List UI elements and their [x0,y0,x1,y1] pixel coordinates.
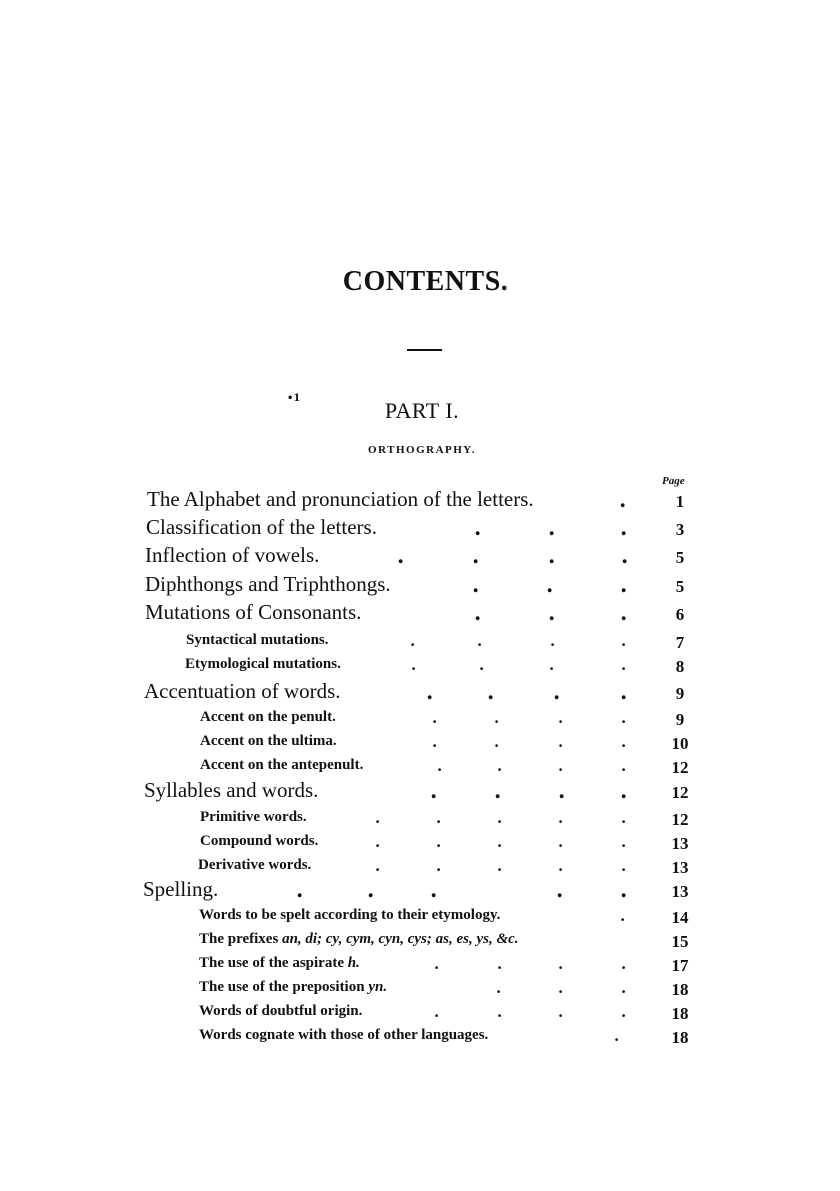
toc-entry-page: 18 [671,980,689,999]
toc-entry-title [199,931,519,948]
toc-entry: The use of the preposition yn. . . . 18 [0,978,840,1002]
toc-entry-title: Words to be spelt according to their etymology. [199,907,501,923]
toc-entry-title: Primitive words. [200,809,307,825]
toc-entry-page: 12 [671,783,689,802]
toc-entry-page: 15 [671,932,689,951]
toc-entry-page: 5 [675,548,685,567]
toc-entry-title: Mutations of Consonants. [145,600,362,624]
toc-entry-title: Etymological mutations. [185,656,341,672]
toc-entry-title: Words cognate with those of other languages. [199,1027,489,1043]
toc-entry-title-plain: The prefixes [199,931,283,947]
toc-entry-title: Diphthongs and Triphthongs. [145,572,391,596]
toc-entry-title-plain: The use of the aspirate [199,955,348,971]
toc-entry-page: 14 [671,908,689,927]
toc-entry-page: 18 [671,1028,689,1047]
toc-entry: Mutations of Consonants. . . . 6 [0,603,840,627]
toc-entry [0,930,840,954]
toc-entry-page: 13 [671,882,689,901]
toc-entry: The Alphabet and pronunciation of the letters. . 1 [0,490,840,514]
toc-entry-title: Accent on the penult. [200,709,336,725]
title-rule [407,349,442,351]
toc-entry-title: Derivative words. [198,857,312,873]
toc-entry-page: 6 [675,605,685,624]
toc-entry-page: 7 [675,633,685,652]
toc-entry-page: 12 [671,810,689,829]
toc-entry-page: 13 [671,858,689,877]
toc-entry-title: Syntactical mutations. [186,632,329,648]
toc-entry: Words to be spelt according to their etymology. . 14 [0,906,840,930]
toc-entry: Compound words. . . . . . 13 [0,832,840,856]
toc-entry-title-plain: The use of the preposition [199,979,369,995]
toc-entry-title [199,955,360,972]
toc-entry-title: Inflection of vowels. [145,543,320,567]
toc-entry-page: 17 [671,956,689,975]
toc-entry-title: The Alphabet and pronunciation of the letters. [147,487,534,511]
part-heading: PART I. [384,398,460,423]
toc-entry-title [199,979,387,996]
toc-entry-title: Words of doubtful origin. [199,1003,363,1019]
toc-entry: Accent on the ultima. . . . . 10 [0,732,840,756]
toc-entry: Diphthongs and Triphthongs. . . . 5 [0,575,840,599]
toc-entry: Derivative words. . . . . . 13 [0,856,840,880]
toc-entry-page: 9 [675,684,685,703]
toc-entry: Accent on the penult. . . . . 9 [0,708,840,732]
toc-entry-title: Syllables and words. [144,778,319,802]
toc-entry: Classification of the letters. . . . 3 [0,518,840,542]
marginal-mark: •1 [287,393,301,404]
toc-entry-title: Compound words. [200,833,319,849]
toc-entry-title-italic: h. [347,955,360,971]
toc-entry-page: 8 [675,657,685,676]
toc-entry: Words of doubtful origin. . . . . 18 [0,1002,840,1026]
section-heading: ORTHOGRAPHY. [368,444,476,456]
toc-entry: Syllables and words. . . . . 12 [0,781,840,805]
toc-entry-title: Classification of the letters. [146,515,377,539]
toc-entry: Primitive words. . . . . . 12 [0,808,840,832]
toc-entry-page: 12 [671,758,689,777]
toc-entry: Words cognate with those of other languages. . 18 [0,1026,840,1050]
toc-entry: Etymological mutations. . . . . 8 [0,655,840,679]
toc-entry-page: 5 [675,577,685,596]
toc-entry-page: 10 [671,734,689,753]
toc-entry-title-italic: yn. [368,979,388,995]
toc-entry-page: 1 [675,492,685,511]
toc-entry: The use of the aspirate h. . . . . 17 [0,954,840,978]
toc-entry-title-italic: an, di; cy, cym, cyn, cys; as, es, ys, &c. [282,931,519,947]
toc-entry-page: 9 [675,710,685,729]
toc-entry-title: Accent on the ultima. [200,733,337,749]
toc-entry: Accent on the antepenult. . . . . 12 [0,756,840,780]
toc-entry: Inflection of vowels. . . . . 5 [0,546,840,570]
toc-entry-title: Accent on the antepenult. [200,757,364,773]
page-column-header: Page [662,475,685,487]
toc-entry-page: 3 [675,520,685,539]
toc-entry-title: Spelling. [143,877,219,901]
toc-entry: Spelling. . . . . . 13 [0,880,840,904]
toc-entry-page: 18 [671,1004,689,1023]
toc-entry-page: 13 [671,834,689,853]
toc-entry-title: Accentuation of words. [144,679,341,703]
toc-entry: Accentuation of words. . . . . 9 [0,682,840,706]
toc-entry: Syntactical mutations. . . . . 7 [0,631,840,655]
page-title: CONTENTS. [342,266,509,297]
